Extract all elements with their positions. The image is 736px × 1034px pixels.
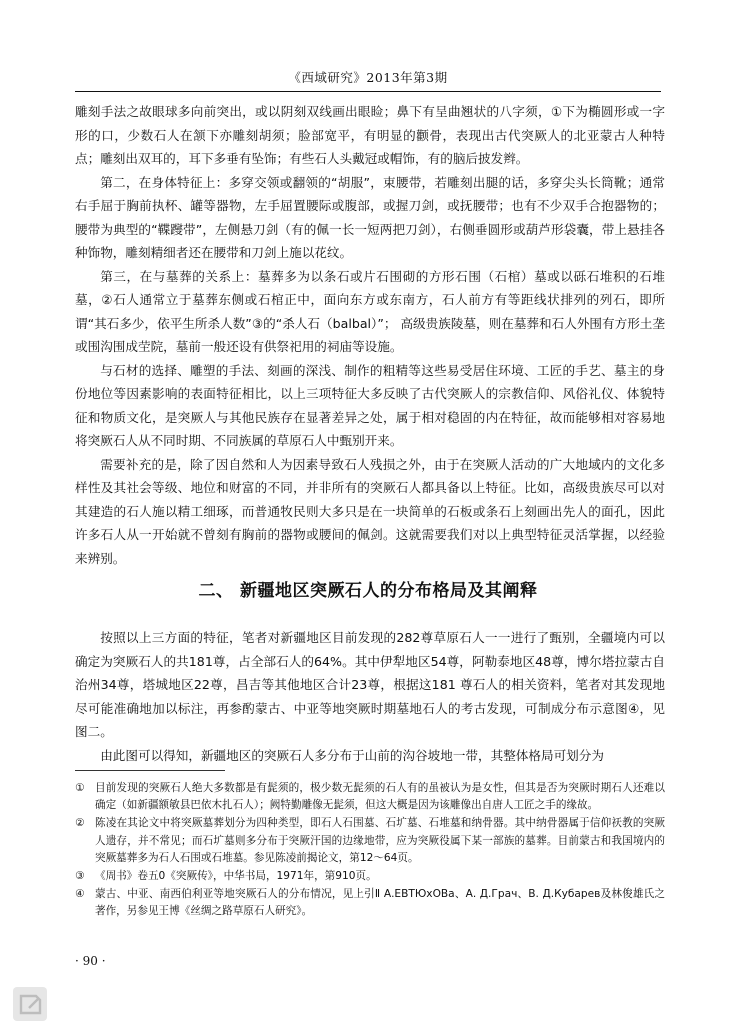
footnote-text: 陈凌在其论文中将突厥墓葬划分为四种类型，即石人石围墓、石圹墓、石堆墓和纳骨器。其中纳骨器属于信仰祆教的突厥人遗存，并不常见；而石圹墓则多分布于突厥汗国的边缘地带，应为突厥役属下某一部族的墓葬。目前蒙古和我国境内的突厥墓葬多为石人石围或石堆墓。参见陈凌前揭论文，第12～64页。 [95, 817, 665, 864]
footnote [75, 886, 665, 920]
footnote-mark: ① [75, 782, 85, 794]
document-corner-logo-icon [12, 986, 48, 1022]
header-divider [75, 91, 661, 92]
paragraph-1: 雕刻手法之故眼球多向前突出，或以阴刻双线画出眼睑；鼻下有呈曲翘状的八字须，①下为椭圆形或一字形的口，少数石人在颔下亦雕刻胡须；脸部宽平，有明显的颧骨，表现出古代突厥人的北亚蒙古人种特点；雕刻出双耳的，耳下多垂有坠饰；有些石人头戴冠或帽饰，有的脑后披发辫。 [75, 104, 665, 166]
body-text-bottom [75, 626, 665, 767]
footnote-mark: ③ [75, 870, 85, 883]
paragraph-3: 第三，在与墓葬的关系上：墓葬多为以条石或片石围砌的方形石围（石棺）墓或以砾石堆积的石堆墓，②石人通常立于墓葬东侧或石棺正中，面向东方或东南方，石人前方有等距线状排列的列石，即所谓“其石多少，依平生所杀人数”③的“杀人石（balbal）”； 高级贵族陵墓，则在墓葬和石人外围有方形土垄或围沟围成茔院，墓前一般还设有供祭祀用的祠庙等设施。 [75, 268, 665, 354]
footnote-text: 目前发现的突厥石人绝大多数都是有髭须的，极少数无髭须的石人有的虽被认为是女性，但其是否为突厥时期石人还难以确定（如新疆额敏县巴依木扎石人）；阙特勤雕像无髭须，但这大概是因为该雕像出自唐人工匠之手的缘故。 [95, 782, 665, 812]
paragraph-7: 由此图可以得知，新疆地区的突厥石人多分布于山前的沟谷坡地一带，其整体格局可划分为 [100, 747, 604, 763]
footnote [75, 815, 665, 867]
footnote-text: 《周书》卷五0《突厥传》，中华书局，1971年，第910页。 [95, 870, 377, 883]
paragraph-4: 与石材的选择、雕塑的手法、刻画的深浅、制作的粗精等这些易受居住环境、工匠的手艺、墓主的身份地位等因素影响的表面特征相比，以上三项特征大多反映了古代突厥人的宗教信仰、风俗礼仪、体貌特征和物质文化，是突厥人与其他民族存在显著差异之处，属于相对稳固的内在特征，故而能够相对容易地将突厥石人从不同时期、不同族属的草原石人中甄别开来。 [75, 362, 665, 448]
page-number: · 90 · [75, 954, 106, 968]
footnote-mark: ② [75, 817, 85, 830]
footnote [75, 780, 665, 814]
journal-header: 《西域研究》2013年第3期 [288, 70, 448, 85]
paragraph-5: 需要补充的是，除了因自然和人为因素导致石人残损之外，由于在突厥人活动的广大地域内的文化多样性及其社会等级、地位和财富的不同，并非所有的突厥石人都具备以上特征。比如，高级贵族尽可以对其建造的石人施以精工细琢，而普通牧民则大多只是在一块简单的石板或条石上刻画出先人的面孔，因此许多石人从一开始就不曾刻有胸前的器物或腰间的佩剑。这就需要我们对以上典型特征灵活掌握，以经验来辨别。 [75, 456, 665, 566]
paragraph-2: 第二，在身体特征上：多穿交领或翻领的“胡服”，束腰带，若雕刻出腿的话，多穿尖头长筒靴；通常右手屈于胸前执杯、罐等器物，左手屈置腰际或腹部，或握刀剑，或抚腰带；也有不少双手合抱器物的；腰带为典型的“鞢躞带”，左侧悬刀剑（有的佩一长一短两把刀剑），右侧垂圆形或葫芦形袋囊，带上悬挂各种饰物，雕刻精细者还在腰带和刀剑上施以花纹。 [75, 174, 665, 260]
paragraph-6: 按照以上三方面的特征，笔者对新疆地区目前发现的282尊草原石人一一进行了甄别，全疆境内可以确定为突厥石人的共181尊，占全部石人的64%。其中伊犁地区54尊，阿勒泰地区48尊，博尔塔拉蒙古自治州34尊，塔城地区22尊，昌吉等其他地区合计23尊，根据这181 尊石人的相关资料，笔者对其发现地尽可能准确地加以标注，再参酌蒙古、中亚等地突厥时期墓地石人的考古发现，可制成分布示意图④，见图二。 [75, 630, 665, 739]
footnotes [75, 780, 665, 922]
body-text-top [75, 100, 665, 570]
footnote [75, 868, 665, 885]
footnote-divider [75, 770, 225, 771]
footnote-mark: ④ [75, 888, 85, 901]
footnote-text: 蒙古、中亚、南西伯利亚等地突厥石人的分布情况，见上引Ⅱ А.ЕВТЮхОВа、А. Д.Грач、В. Д.Кубарев及林俊雄氏之著作，另参见王博《丝绸之路草原石人研究》。 [95, 888, 665, 918]
section-heading: 二、 新疆地区突厥石人的分布格局及其阐释 [198, 581, 538, 601]
